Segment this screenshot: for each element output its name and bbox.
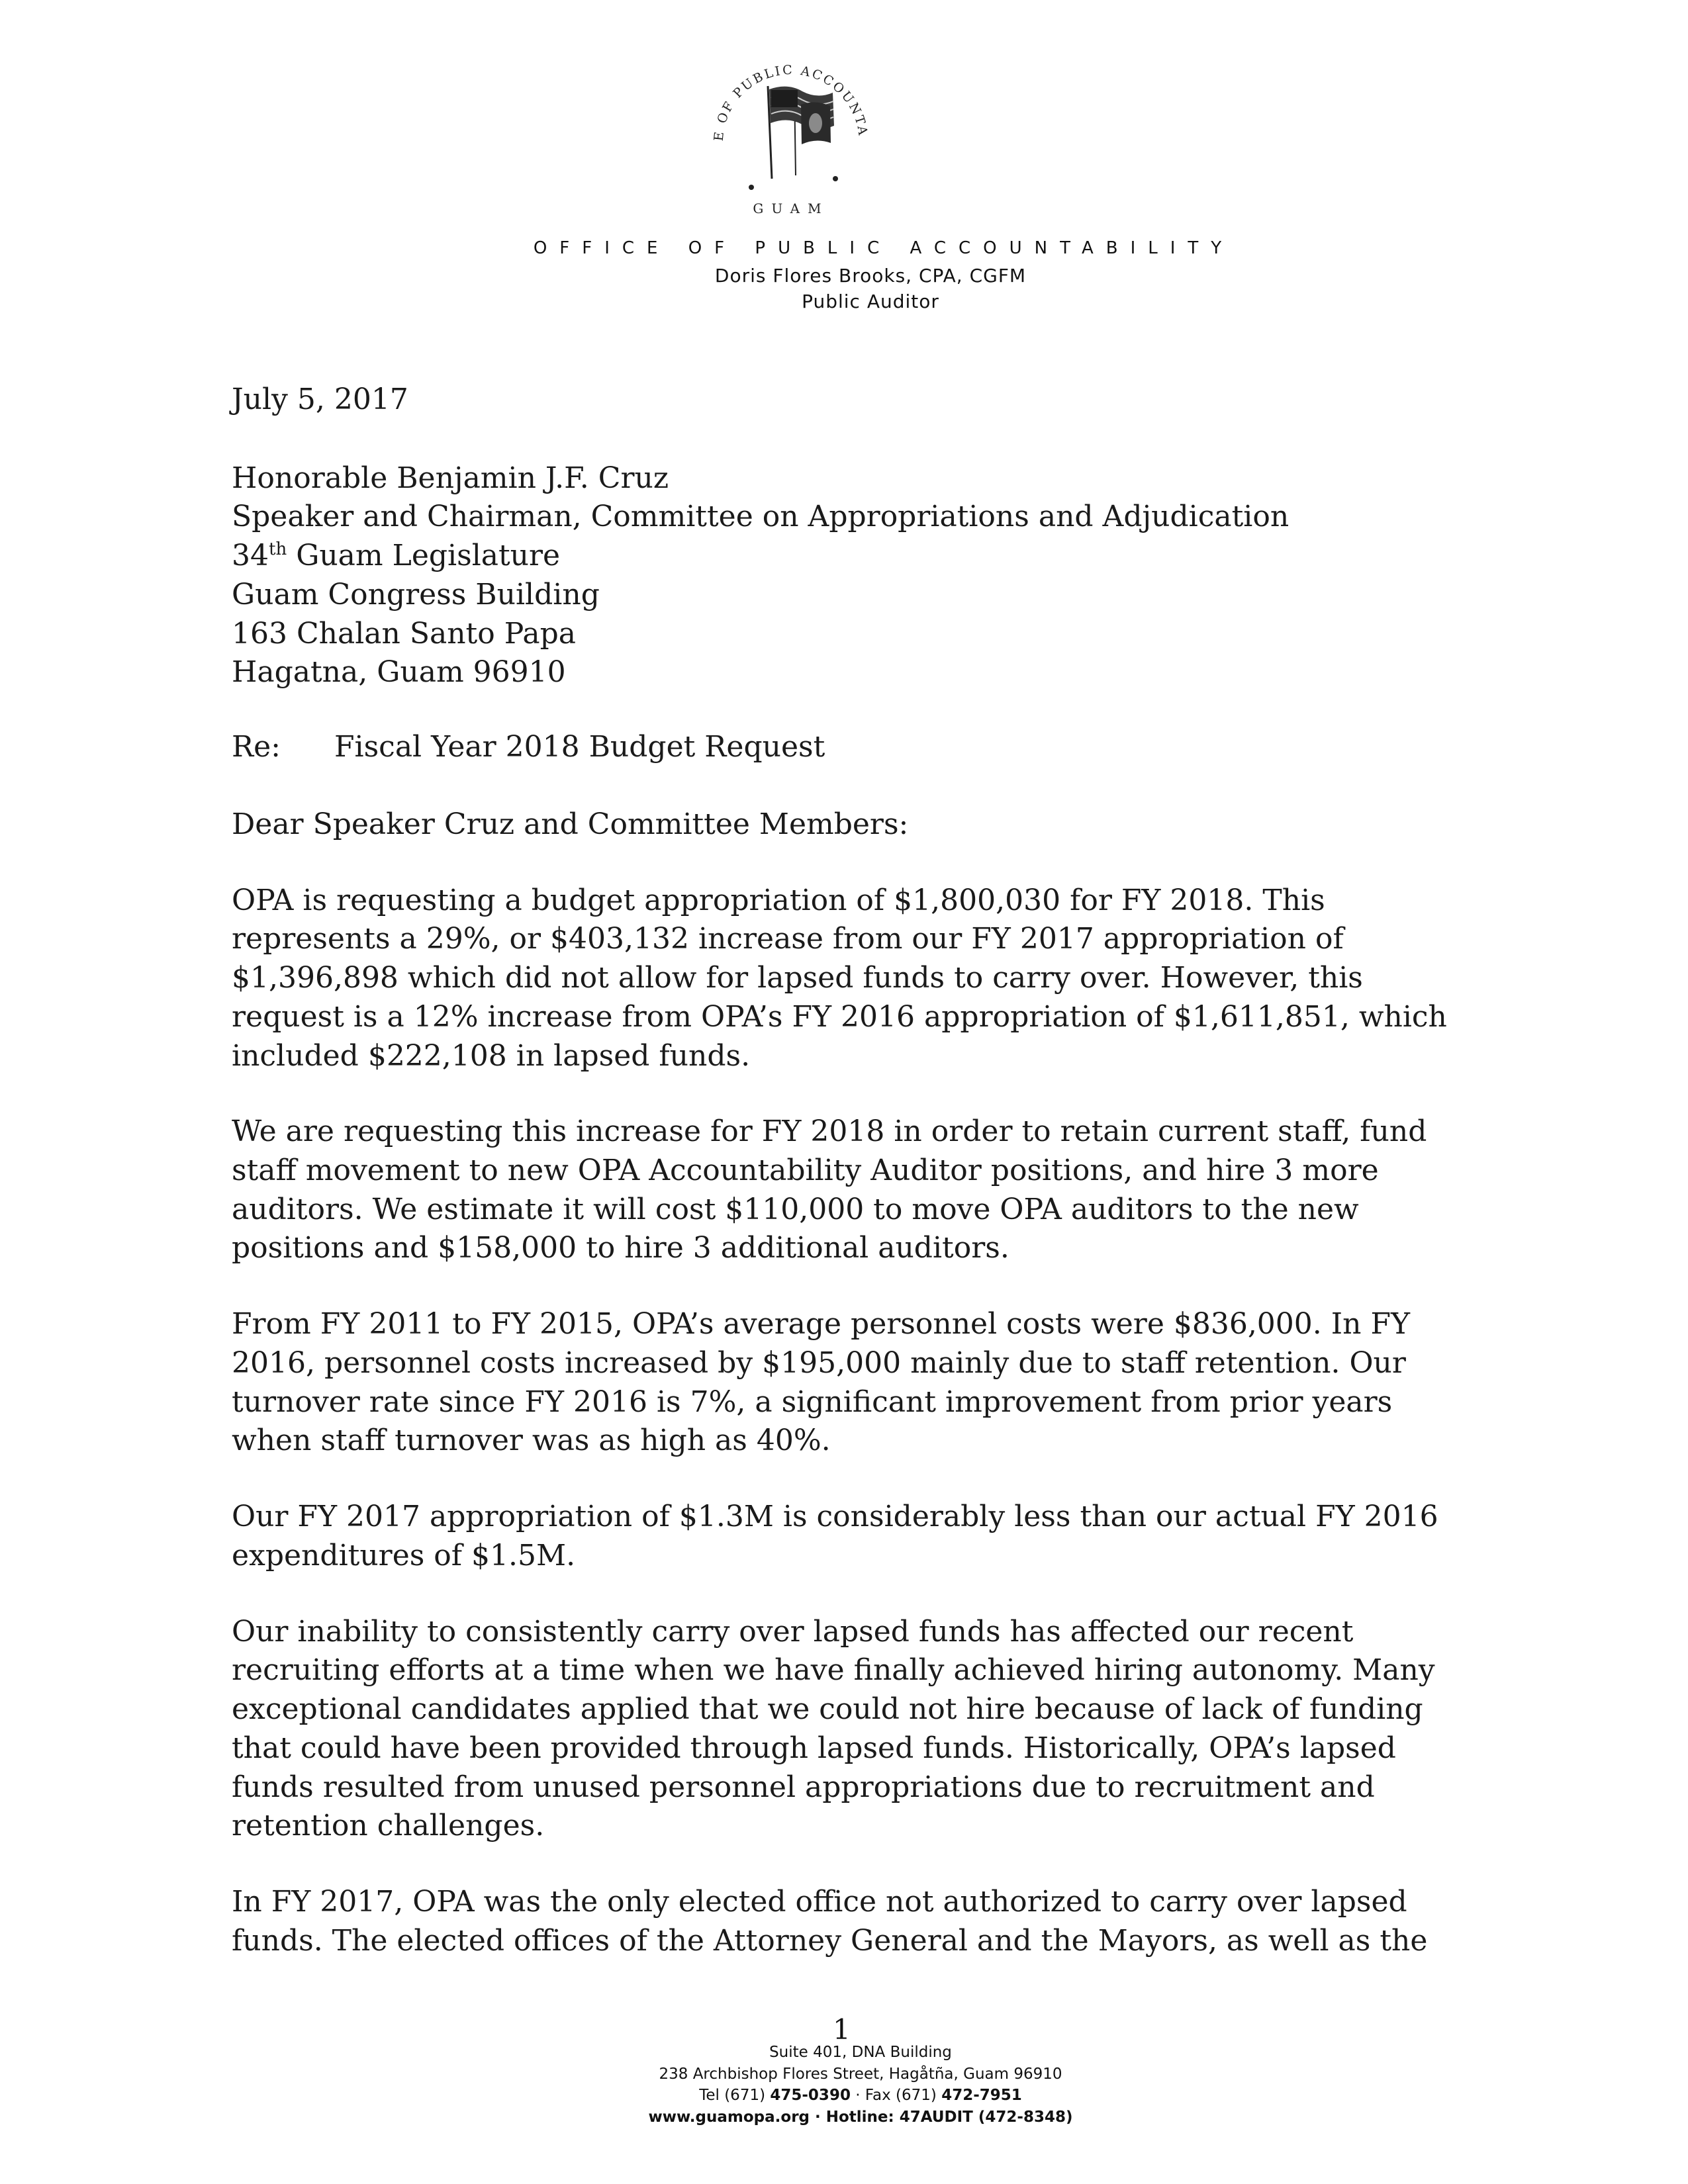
recipient-building: Guam Congress Building (232, 577, 600, 612)
footer-suite: Suite 401, DNA Building (769, 2044, 952, 2061)
office-name: OFFICE OF PUBLIC ACCOUNTABILITY (533, 238, 1235, 258)
letterhead (0, 238, 1688, 312)
footer-phone-line (33, 2085, 1688, 2107)
legislature-number: 34 (232, 539, 269, 573)
body-paragraph: OPA is requesting a budget appropriation of $1,800,030 for FY 2018. This represents a 29%, or $403,132 increase from our FY 2017 appropriation of $1,396,898 which did not allow for lapsed funds to carry over. However, this request is a 12% increase from OPA’s FY 2016 appropriation of $1,611,851, which included $222,108 in lapsed funds. (232, 883, 1447, 1073)
auditor-name: Doris Flores Brooks, CPA, CGFM (714, 265, 1027, 287)
body-paragraph: Our FY 2017 appropriation of $1.3M is considerably less than our actual FY 2016 expenditures of $1.5M. (232, 1500, 1438, 1572)
salutation: Dear Speaker Cruz and Committee Members: (232, 807, 909, 841)
fax-label: · Fax (671) (850, 2087, 942, 2105)
tel-label: Tel (671) (699, 2087, 771, 2105)
body-paragraph: We are requesting this increase for FY 2018 in order to retain current staff, fund staff movement to new OPA Accountability Auditor positions, and hire 3 more auditors. We estimate it will cost $110,000 to move OPA auditors to the new positions and $158,000 to hire 3 additional auditors. (232, 1115, 1427, 1265)
fax-number: 472-7951 (941, 2087, 1022, 2105)
body-paragraph: In FY 2017, OPA was the only elected office not authorized to carry over lapsed funds. The elected offices of the Attorney General and the Mayors, as well as the (232, 1885, 1428, 1958)
letter-date: July 5, 2017 (232, 383, 408, 416)
footer-street: 238 Archbishop Flores Street, Hagåtña, Guam 96910 (659, 2065, 1062, 2083)
subject-label: Re: (232, 730, 281, 764)
footer-web-line (33, 2107, 1688, 2128)
body-paragraph: Our inability to consistently carry over lapsed funds has affected our recent recruiting efforts at a time when we have finally achieved hiring autonomy. Many exceptional candidates applied that we could not hire because of lack of funding that could have been provided through lapsed funds. Historically, OPA’s lapsed funds resulted from unused personnel appropriations due to recruitment and retention challenges. (232, 1614, 1435, 1843)
footer-contact (0, 2042, 1688, 2128)
hotline-number: (472-8348) (978, 2108, 1073, 2126)
body-paragraph: From FY 2011 to FY 2015, OPA’s average personnel costs were $836,000. In FY 2016, personnel costs increased by $195,000 mainly due to staff retention. Our turnover rate since FY 2016 is 7%, a significant improvement from prior years when staff turnover was as high as 40%. (232, 1307, 1411, 1458)
recipient-street: 163 Chalan Santo Papa (232, 616, 576, 651)
recipient-legislature (232, 537, 1470, 576)
legislature-name: Guam Legislature (287, 539, 561, 573)
seal-ring-text: E OF PUBLIC ACCOUNTA (711, 62, 870, 142)
flag-seal-icon (688, 26, 894, 232)
letter-body (232, 381, 1470, 1998)
recipient-name: Honorable Benjamin J.F. Cruz (232, 461, 669, 495)
legislature-ordinal: th (269, 539, 287, 560)
subject-line (232, 728, 1470, 767)
web-hotline-label: www.guamopa.org · Hotline: 47AUDIT (648, 2108, 978, 2126)
auditor-title: Public Auditor (802, 291, 939, 312)
tel-number: 475-0390 (770, 2087, 851, 2105)
subject-text: Fiscal Year 2018 Budget Request (334, 730, 825, 764)
recipient-title: Speaker and Chairman, Committee on Appropriations and Adjudication (232, 500, 1289, 534)
recipient-city: Hagatna, Guam 96910 (232, 655, 566, 690)
seal-bottom-text: GUAM (753, 201, 829, 216)
office-seal (688, 26, 894, 232)
recipient-address (232, 459, 1470, 692)
page-number: 1 (833, 2013, 851, 2046)
